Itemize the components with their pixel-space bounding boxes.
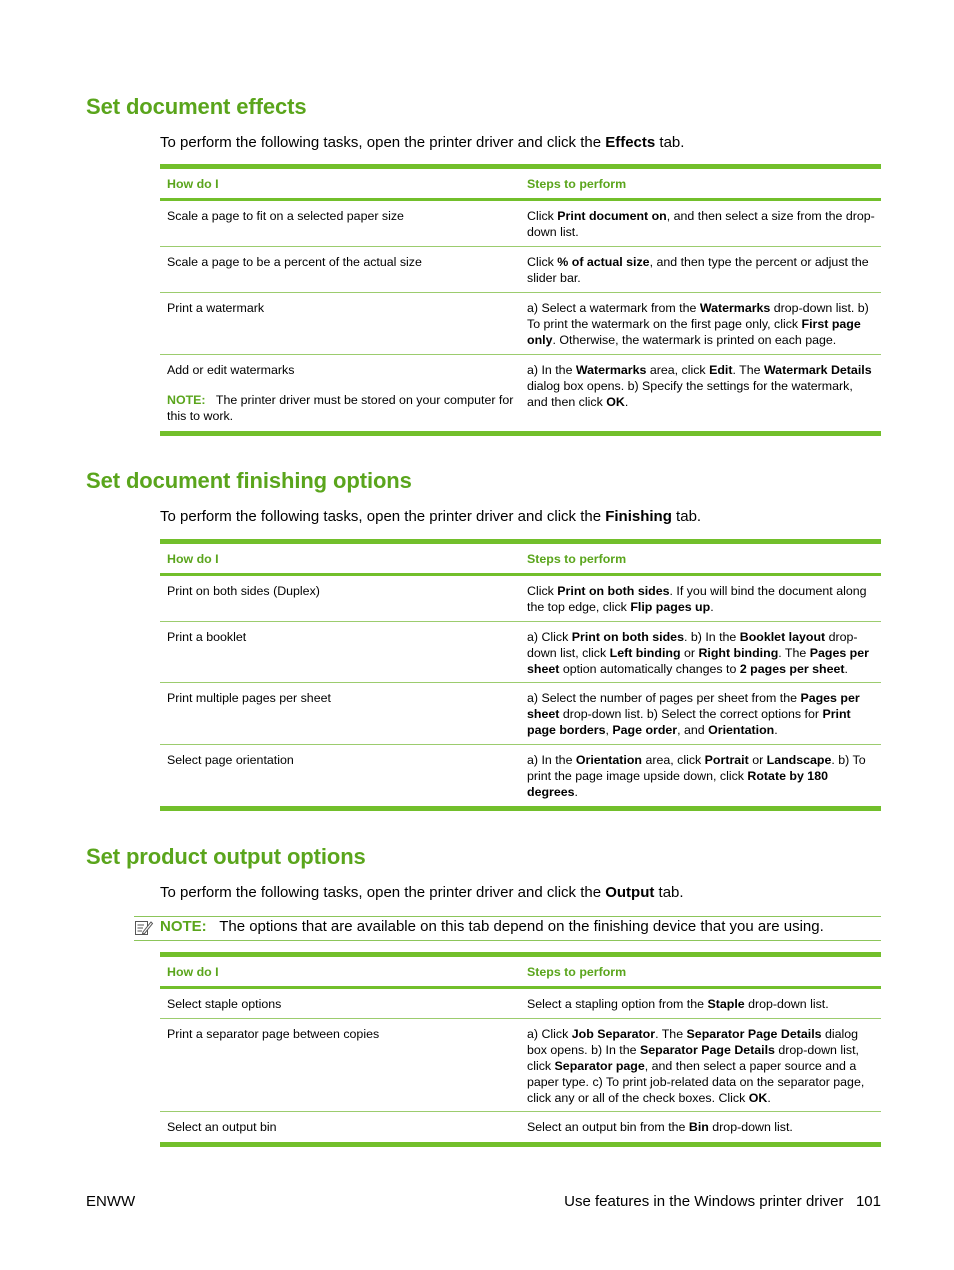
page-number: 101: [855, 1193, 881, 1210]
task-cell: Scale a page to be a percent of the actual size: [167, 255, 422, 269]
steps-cell: Click Print on both sides. If you will bind the document along the top edge, click Flip pages up.: [527, 584, 867, 614]
section-title-output: Set product output options: [86, 844, 366, 869]
task-cell: Print on both sides (Duplex): [167, 584, 320, 598]
table-row: [160, 989, 881, 1019]
output-note: [134, 916, 881, 941]
task-cell: Select an output bin: [167, 1120, 277, 1134]
table-row: [160, 201, 881, 247]
table-effects: [160, 164, 881, 436]
note-text: The printer driver must be stored on your computer for this to work.: [167, 393, 514, 423]
steps-cell: Select a stapling option from the Staple drop-down list.: [527, 997, 829, 1011]
table-rule: [160, 806, 881, 811]
header-steps: Steps to perform: [527, 964, 627, 979]
table-header: [160, 169, 881, 201]
task-cell: [160, 362, 521, 431]
task-cell: Print multiple pages per sheet: [167, 691, 331, 705]
task-text: Add or edit watermarks: [167, 363, 295, 377]
header-steps: Steps to perform: [527, 551, 627, 566]
table-header: [160, 957, 881, 989]
note-pencil-icon: [134, 919, 154, 937]
task-cell: Print a separator page between copies: [167, 1027, 380, 1041]
task-cell: Select staple options: [167, 997, 282, 1011]
table-finishing: [160, 539, 881, 811]
header-how: How do I: [167, 551, 219, 566]
table-row: [160, 293, 881, 355]
steps-cell: a) Click Print on both sides. b) In the Booklet layout drop-down list, click Left binding or Right binding. The Pages per sheet option automatically changes to 2 pages per sheet.: [527, 630, 869, 676]
steps-cell: a) Select the number of pages per sheet from the Pages per sheet drop-down list. b) Select the correct options for Print page borders, Page order, and Orientation.: [527, 691, 860, 737]
task-note: [167, 392, 521, 424]
header-how: How do I: [167, 964, 219, 979]
steps-cell: a) In the Watermarks area, click Edit. The Watermark Details dialog box opens. b) Specify the settings for the watermark, and then click OK.: [527, 363, 872, 409]
task-cell: Print a watermark: [167, 301, 265, 315]
footer-right: [564, 1193, 881, 1210]
table-header: [160, 544, 881, 576]
note-text: The options that are available on this tab depend on the finishing device that you are using.: [219, 918, 824, 935]
task-cell: Select page orientation: [167, 753, 294, 767]
steps-cell: a) In the Orientation area, click Portrait or Landscape. b) To print the page image upside down, click Rotate by 180 degrees.: [527, 753, 866, 799]
section-title-effects: Set document effects: [86, 94, 307, 119]
table-row: [160, 622, 881, 683]
steps-cell: Click % of actual size, and then type the percent or adjust the slider bar.: [527, 255, 869, 285]
section-title-finishing: Set document finishing options: [86, 468, 412, 493]
table-output: [160, 952, 881, 1147]
note-label: NOTE:: [167, 393, 206, 407]
table-row: [160, 1019, 881, 1112]
table-row: [160, 576, 881, 622]
footer-left: ENWW: [86, 1193, 136, 1210]
table-row: [160, 1112, 881, 1142]
table-row: [160, 683, 881, 745]
steps-cell: a) Click Job Separator. The Separator Page Details dialog box opens. b) In the Separator Page Details drop-down list, click Separator page, and then select a paper source and a paper type. c) To print job-related data on the separator page, click any or all of the check boxes. Click OK.: [527, 1027, 865, 1105]
steps-cell: Click Print document on, and then select a size from the drop-down list.: [527, 209, 875, 239]
task-cell: Print a booklet: [167, 630, 247, 644]
header-how: How do I: [167, 176, 219, 191]
table-rule: [160, 1142, 881, 1147]
note-label: NOTE:: [160, 918, 207, 935]
intro-output: To perform the following tasks, open the printer driver and click the Output tab.: [160, 884, 684, 901]
header-steps: Steps to perform: [527, 176, 627, 191]
footer-title: Use features in the Windows printer driver: [564, 1193, 844, 1210]
table-row: [160, 247, 881, 293]
note-line: [160, 918, 824, 935]
steps-cell: a) Select a watermark from the Watermarks drop-down list. b) To print the watermark on the first page only, click First page only. Otherwise, the watermark is printed on each page.: [527, 301, 869, 347]
steps-cell: Select an output bin from the Bin drop-down list.: [527, 1120, 793, 1134]
table-row: [160, 745, 881, 806]
table-rule: [160, 431, 881, 436]
task-cell: Scale a page to fit on a selected paper size: [167, 209, 404, 223]
table-row: [160, 355, 881, 431]
intro-effects: To perform the following tasks, open the printer driver and click the Effects tab.: [160, 134, 685, 151]
intro-finishing: To perform the following tasks, open the printer driver and click the Finishing tab.: [160, 508, 702, 525]
